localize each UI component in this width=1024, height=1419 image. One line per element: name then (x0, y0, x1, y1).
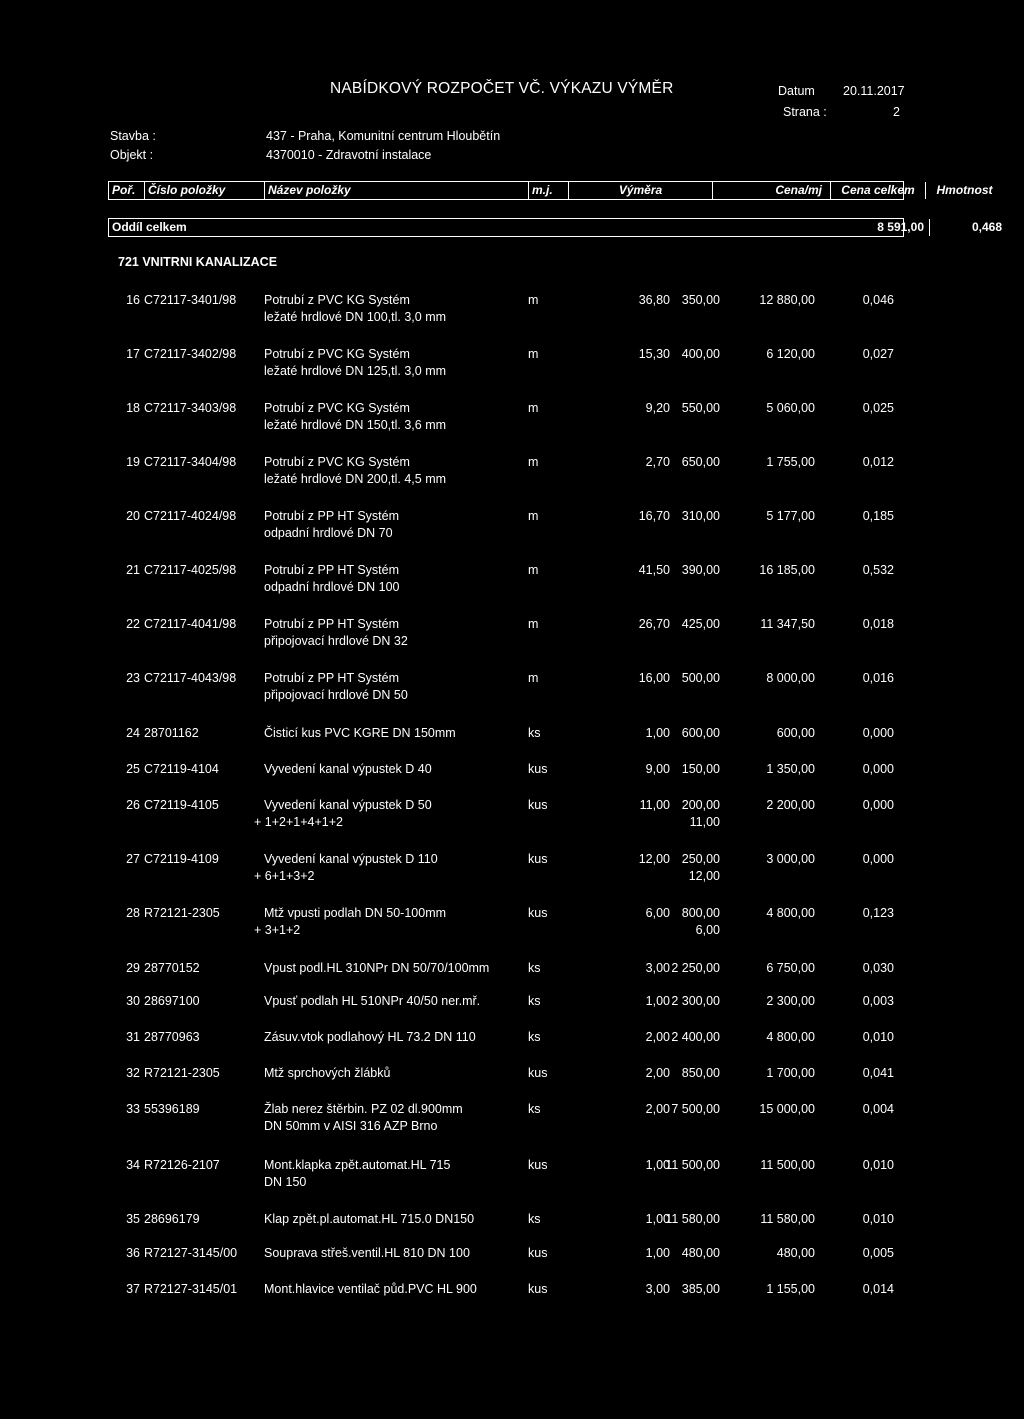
item-code: C72117-4024/98 (144, 509, 237, 523)
item-name-line2: připojovací hrdlové DN 50 (264, 688, 408, 702)
item-unit: kus (528, 906, 548, 920)
table-row (0, 1065, 1024, 1099)
item-unit-price: 2 250,00 (671, 961, 720, 975)
item-code: 28770963 (144, 1030, 200, 1044)
item-name-line2: ležaté hrdlové DN 200,tl. 4,5 mm (264, 472, 447, 486)
table-row (0, 562, 1024, 596)
objekt-value: 4370010 - Zdravotní instalace (266, 148, 432, 162)
item-unit-price: 550,00 (681, 401, 720, 415)
col-cena-mj-label: Cena/mj (775, 183, 822, 197)
item-name-line2: DN 50mm v AISI 316 AZP Brno (264, 1119, 438, 1133)
item-quantity: 2,00 (645, 1030, 670, 1044)
item-code: C72117-3403/98 (144, 401, 237, 415)
item-total: 1 155,00 (766, 1282, 815, 1296)
table-row (0, 905, 1024, 939)
item-calc-value: 11,00 (689, 815, 720, 829)
oddil-weight: 0,468 (929, 219, 1002, 236)
row-number: 18 (126, 401, 140, 415)
row-number: 23 (126, 671, 140, 685)
item-unit: ks (528, 726, 541, 740)
row-number: 22 (126, 617, 140, 631)
table-row (0, 1245, 1024, 1279)
item-weight: 0,000 (862, 852, 894, 866)
col-hmotnost (926, 182, 1003, 199)
item-unit: kus (528, 798, 548, 812)
item-unit: ks (528, 1102, 541, 1116)
table-row (0, 1281, 1024, 1315)
item-weight: 0,000 (862, 762, 894, 776)
col-cena-mj (713, 182, 831, 199)
item-unit-price: 350,00 (681, 293, 720, 307)
item-name: Potrubí z PVC KG Systém (264, 347, 410, 361)
item-unit-price: 250,00 (681, 852, 720, 866)
item-name: Mont.hlavice ventilač půd.PVC HL 900 (264, 1282, 477, 1296)
row-number: 16 (126, 293, 140, 307)
table-row (0, 725, 1024, 759)
item-unit-price: 2 400,00 (671, 1030, 720, 1044)
item-total: 5 177,00 (766, 509, 815, 523)
item-quantity: 3,00 (645, 1282, 670, 1296)
item-name-line2: ležaté hrdlové DN 100,tl. 3,0 mm (264, 310, 447, 324)
datum-label: Datum (778, 84, 815, 98)
col-cena-celkem (831, 182, 926, 199)
row-number: 20 (126, 509, 140, 523)
row-number: 28 (126, 906, 140, 920)
item-total: 12 880,00 (759, 293, 815, 307)
column-header-bar (108, 181, 993, 200)
item-unit: kus (528, 1282, 548, 1296)
item-weight: 0,004 (862, 1102, 894, 1116)
item-unit-price: 150,00 (681, 762, 720, 776)
table-row (0, 292, 1024, 326)
item-total: 11 347,50 (760, 617, 815, 631)
item-code: 28701162 (144, 726, 199, 740)
item-quantity: 41,50 (638, 563, 670, 577)
item-name: Žlab nerez štěrbin. PZ 02 dl.900mm (264, 1102, 463, 1116)
item-unit: m (528, 455, 539, 469)
item-weight: 0,016 (862, 671, 894, 685)
item-total: 11 580,00 (760, 1212, 815, 1226)
item-total: 1 755,00 (766, 455, 815, 469)
item-code: C72119-4109 (144, 852, 219, 866)
col-por (109, 182, 145, 199)
row-number: 27 (126, 852, 140, 866)
item-name: Klap zpět.pl.automat.HL 715.0 DN150 (264, 1212, 475, 1226)
item-code: R72127-3145/00 (144, 1246, 238, 1260)
col-mj (529, 182, 569, 199)
item-code: R72121-2305 (144, 906, 220, 920)
oddil-total-row (108, 218, 1002, 237)
item-weight: 0,046 (862, 293, 894, 307)
item-quantity: 2,00 (645, 1066, 670, 1080)
item-quantity: 36,80 (638, 293, 670, 307)
item-total: 2 300,00 (766, 994, 815, 1008)
item-name: Vyvedení kanal výpustek D 50 (264, 798, 432, 812)
item-unit: m (528, 401, 539, 415)
item-weight: 0,123 (862, 906, 894, 920)
col-cena-celkem-label: Cena celkem (841, 183, 915, 197)
item-unit-price: 2 300,00 (671, 994, 720, 1008)
item-unit: kus (528, 762, 548, 776)
table-row (0, 616, 1024, 650)
item-total: 1 700,00 (766, 1066, 815, 1080)
item-name-line2: odpadní hrdlové DN 70 (264, 526, 393, 540)
item-weight: 0,005 (862, 1246, 894, 1260)
item-weight: 0,041 (862, 1066, 894, 1080)
row-number: 35 (126, 1212, 140, 1226)
item-total: 1 350,00 (766, 762, 815, 776)
item-total: 6 120,00 (766, 347, 815, 361)
col-cislo (145, 182, 265, 199)
item-unit: m (528, 293, 539, 307)
item-quantity: 6,00 (645, 906, 670, 920)
item-name: Potrubí z PP HT Systém (264, 617, 400, 631)
item-unit: ks (528, 1212, 541, 1226)
row-number: 17 (126, 347, 140, 361)
item-quantity: 26,70 (638, 617, 670, 631)
item-weight: 0,025 (862, 401, 894, 415)
row-number: 30 (126, 994, 140, 1008)
table-row (0, 346, 1024, 380)
item-quantity: 9,20 (645, 401, 670, 415)
item-weight: 0,018 (862, 617, 894, 631)
item-quantity: 1,00 (645, 726, 670, 740)
item-code: C72119-4105 (144, 798, 219, 812)
table-row (0, 993, 1024, 1027)
table-row (0, 1029, 1024, 1063)
col-cislo-label: Číslo položky (148, 183, 226, 197)
item-total: 600,00 (776, 726, 815, 740)
item-weight: 0,185 (862, 509, 894, 523)
col-mj-label: m.j. (532, 183, 553, 197)
item-unit: kus (528, 1066, 548, 1080)
item-weight: 0,014 (862, 1282, 894, 1296)
item-name: Potrubí z PVC KG Systém (264, 401, 410, 415)
item-unit-price: 385,00 (681, 1282, 720, 1296)
item-quantity: 12,00 (638, 852, 670, 866)
item-unit: ks (528, 1030, 541, 1044)
table-row (0, 400, 1024, 434)
item-quantity: 1,00 (645, 994, 670, 1008)
item-name-line2: odpadní hrdlové DN 100 (264, 580, 400, 594)
item-quantity: 1,00 (645, 1158, 670, 1172)
row-number: 34 (126, 1158, 140, 1172)
strana-label: Strana : (783, 105, 827, 119)
item-weight: 0,532 (862, 563, 894, 577)
table-row (0, 797, 1024, 831)
item-total: 4 800,00 (766, 906, 815, 920)
item-code: R72121-2305 (144, 1066, 220, 1080)
item-unit-price: 500,00 (681, 671, 720, 685)
item-unit-price: 7 500,00 (671, 1102, 720, 1116)
item-name: Potrubí z PP HT Systém (264, 671, 400, 685)
item-name-line2: DN 150 (264, 1175, 307, 1189)
item-name-line2: ležaté hrdlové DN 125,tl. 3,0 mm (264, 364, 447, 378)
item-weight: 0,030 (862, 961, 894, 975)
row-number: 25 (126, 762, 140, 776)
item-quantity: 1,00 (645, 1212, 670, 1226)
item-code: C72117-4025/98 (144, 563, 237, 577)
item-unit: m (528, 671, 539, 685)
item-code: 55396189 (144, 1102, 200, 1116)
item-calc-value: 12,00 (688, 869, 720, 883)
item-total: 6 750,00 (766, 961, 815, 975)
objekt-label: Objekt : (110, 148, 154, 162)
item-weight: 0,010 (862, 1030, 894, 1044)
oddil-total: 8 591,00 (877, 220, 924, 234)
item-name: Vpusť podlah HL 510NPr 40/50 ner.mř. (264, 994, 481, 1008)
item-code: R72127-3145/01 (144, 1282, 238, 1296)
item-name: Mtž vpusti podlah DN 50-100mm (264, 906, 447, 920)
item-calc-formula: + 1+2+1+4+1+2 (254, 815, 343, 829)
item-total: 3 000,00 (766, 852, 815, 866)
item-unit-price: 11 580,00 (665, 1212, 720, 1226)
item-unit: kus (528, 852, 548, 866)
item-quantity: 16,70 (638, 509, 670, 523)
table-row (0, 670, 1024, 704)
table-row (0, 761, 1024, 795)
item-name: Souprava střeš.ventil.HL 810 DN 100 (264, 1246, 470, 1260)
item-calc-formula: + 6+1+3+2 (254, 869, 315, 883)
item-quantity: 9,00 (645, 762, 670, 776)
section-title: 721 VNITRNI KANALIZACE (118, 255, 278, 269)
row-number: 37 (126, 1282, 140, 1296)
item-unit: ks (528, 961, 541, 975)
item-name: Vpust podl.HL 310NPr DN 50/70/100mm (264, 961, 490, 975)
row-number: 26 (126, 798, 140, 812)
item-name-line2: ležaté hrdlové DN 150,tl. 3,6 mm (264, 418, 447, 432)
table-row (0, 1157, 1024, 1191)
col-nazev-label: Název položky (268, 183, 351, 197)
item-weight: 0,027 (862, 347, 894, 361)
item-quantity: 11,00 (639, 798, 670, 812)
item-unit-price: 11 500,00 (665, 1158, 720, 1172)
item-code: C72117-3404/98 (144, 455, 237, 469)
item-weight: 0,000 (862, 726, 894, 740)
item-name-line2: připojovací hrdlové DN 32 (264, 634, 408, 648)
table-row (0, 454, 1024, 488)
item-quantity: 3,00 (645, 961, 670, 975)
item-weight: 0,003 (862, 994, 894, 1008)
item-weight: 0,010 (862, 1158, 894, 1172)
item-name: Zásuv.vtok podlahový HL 73.2 DN 110 (264, 1030, 476, 1044)
row-number: 33 (126, 1102, 140, 1116)
item-code: C72117-3402/98 (144, 347, 237, 361)
item-code: C72119-4104 (144, 762, 219, 776)
table-row (0, 1101, 1024, 1135)
page-title: NABÍDKOVÝ ROZPOČET VČ. VÝKAZU VÝMĚR (330, 80, 674, 97)
table-row (0, 508, 1024, 542)
item-weight: 0,012 (862, 455, 894, 469)
table-row (0, 851, 1024, 885)
item-unit: kus (528, 1158, 548, 1172)
col-vymera-label: Výměra (618, 183, 663, 197)
item-code: C72117-3401/98 (144, 293, 237, 307)
item-weight: 0,000 (862, 798, 894, 812)
item-unit: m (528, 347, 539, 361)
item-total: 480,00 (776, 1246, 815, 1260)
item-name: Mtž sprchových žlábků (264, 1066, 391, 1080)
item-name: Vyvedení kanal výpustek D 40 (264, 762, 432, 776)
item-quantity: 2,70 (645, 455, 670, 469)
item-unit-price: 200,00 (681, 798, 720, 812)
datum-value: 20.11.2017 (843, 84, 905, 98)
item-code: C72117-4041/98 (144, 617, 237, 631)
item-code: 28696179 (144, 1212, 200, 1226)
item-quantity: 16,00 (638, 671, 670, 685)
item-calc-value: 6,00 (695, 923, 720, 937)
col-por-label: Poř. (112, 183, 136, 197)
item-unit-price: 800,00 (681, 906, 720, 920)
item-unit-price: 600,00 (681, 726, 720, 740)
item-quantity: 2,00 (645, 1102, 670, 1116)
item-unit-price: 850,00 (681, 1066, 720, 1080)
item-unit-price: 400,00 (681, 347, 720, 361)
item-weight: 0,010 (862, 1212, 894, 1226)
item-unit-price: 310,00 (681, 509, 720, 523)
oddil-label: Oddíl celkem (112, 220, 187, 234)
item-quantity: 15,30 (638, 347, 670, 361)
row-number: 24 (126, 726, 140, 740)
row-number: 21 (126, 563, 140, 577)
item-unit-price: 480,00 (681, 1246, 720, 1260)
stavba-value: 437 - Praha, Komunitní centrum Hloubětín (266, 129, 501, 143)
item-code: 28770152 (144, 961, 200, 975)
col-vymera (569, 182, 713, 199)
stavba-label: Stavba : (110, 129, 156, 143)
item-unit-price: 425,00 (681, 617, 720, 631)
item-unit-price: 650,00 (681, 455, 720, 469)
item-name: Potrubí z PVC KG Systém (264, 455, 410, 469)
col-nazev (265, 182, 529, 199)
item-name: Potrubí z PVC KG Systém (264, 293, 410, 307)
item-total: 15 000,00 (759, 1102, 815, 1116)
row-number: 19 (126, 455, 140, 469)
item-calc-formula: + 3+1+2 (254, 923, 301, 937)
col-hmotnost-label: Hmotnost (936, 183, 993, 197)
row-number: 29 (126, 961, 140, 975)
item-name: Potrubí z PP HT Systém (264, 563, 400, 577)
item-code: 28697100 (144, 994, 200, 1008)
row-number: 36 (126, 1246, 140, 1260)
item-total: 16 185,00 (759, 563, 815, 577)
table-row (0, 1211, 1024, 1245)
item-unit: m (528, 509, 539, 523)
item-unit: m (528, 617, 539, 631)
item-name: Mont.klapka zpět.automat.HL 715 (264, 1158, 451, 1172)
item-name: Vyvedení kanal výpustek D 110 (264, 852, 438, 866)
item-unit: ks (528, 994, 541, 1008)
table-row (0, 960, 1024, 994)
item-total: 2 200,00 (766, 798, 815, 812)
item-unit-price: 390,00 (681, 563, 720, 577)
item-total: 11 500,00 (760, 1158, 815, 1172)
item-total: 4 800,00 (766, 1030, 815, 1044)
row-number: 31 (126, 1030, 140, 1044)
item-unit: kus (528, 1246, 548, 1260)
item-total: 5 060,00 (766, 401, 815, 415)
item-name: Čisticí kus PVC KGRE DN 150mm (264, 726, 456, 740)
item-unit: m (528, 563, 539, 577)
item-total: 8 000,00 (766, 671, 815, 685)
item-code: R72126-2107 (144, 1158, 220, 1172)
row-number: 32 (126, 1066, 140, 1080)
item-code: C72117-4043/98 (144, 671, 237, 685)
item-quantity: 1,00 (645, 1246, 670, 1260)
strana-value: 2 (893, 105, 900, 119)
item-name: Potrubí z PP HT Systém (264, 509, 400, 523)
